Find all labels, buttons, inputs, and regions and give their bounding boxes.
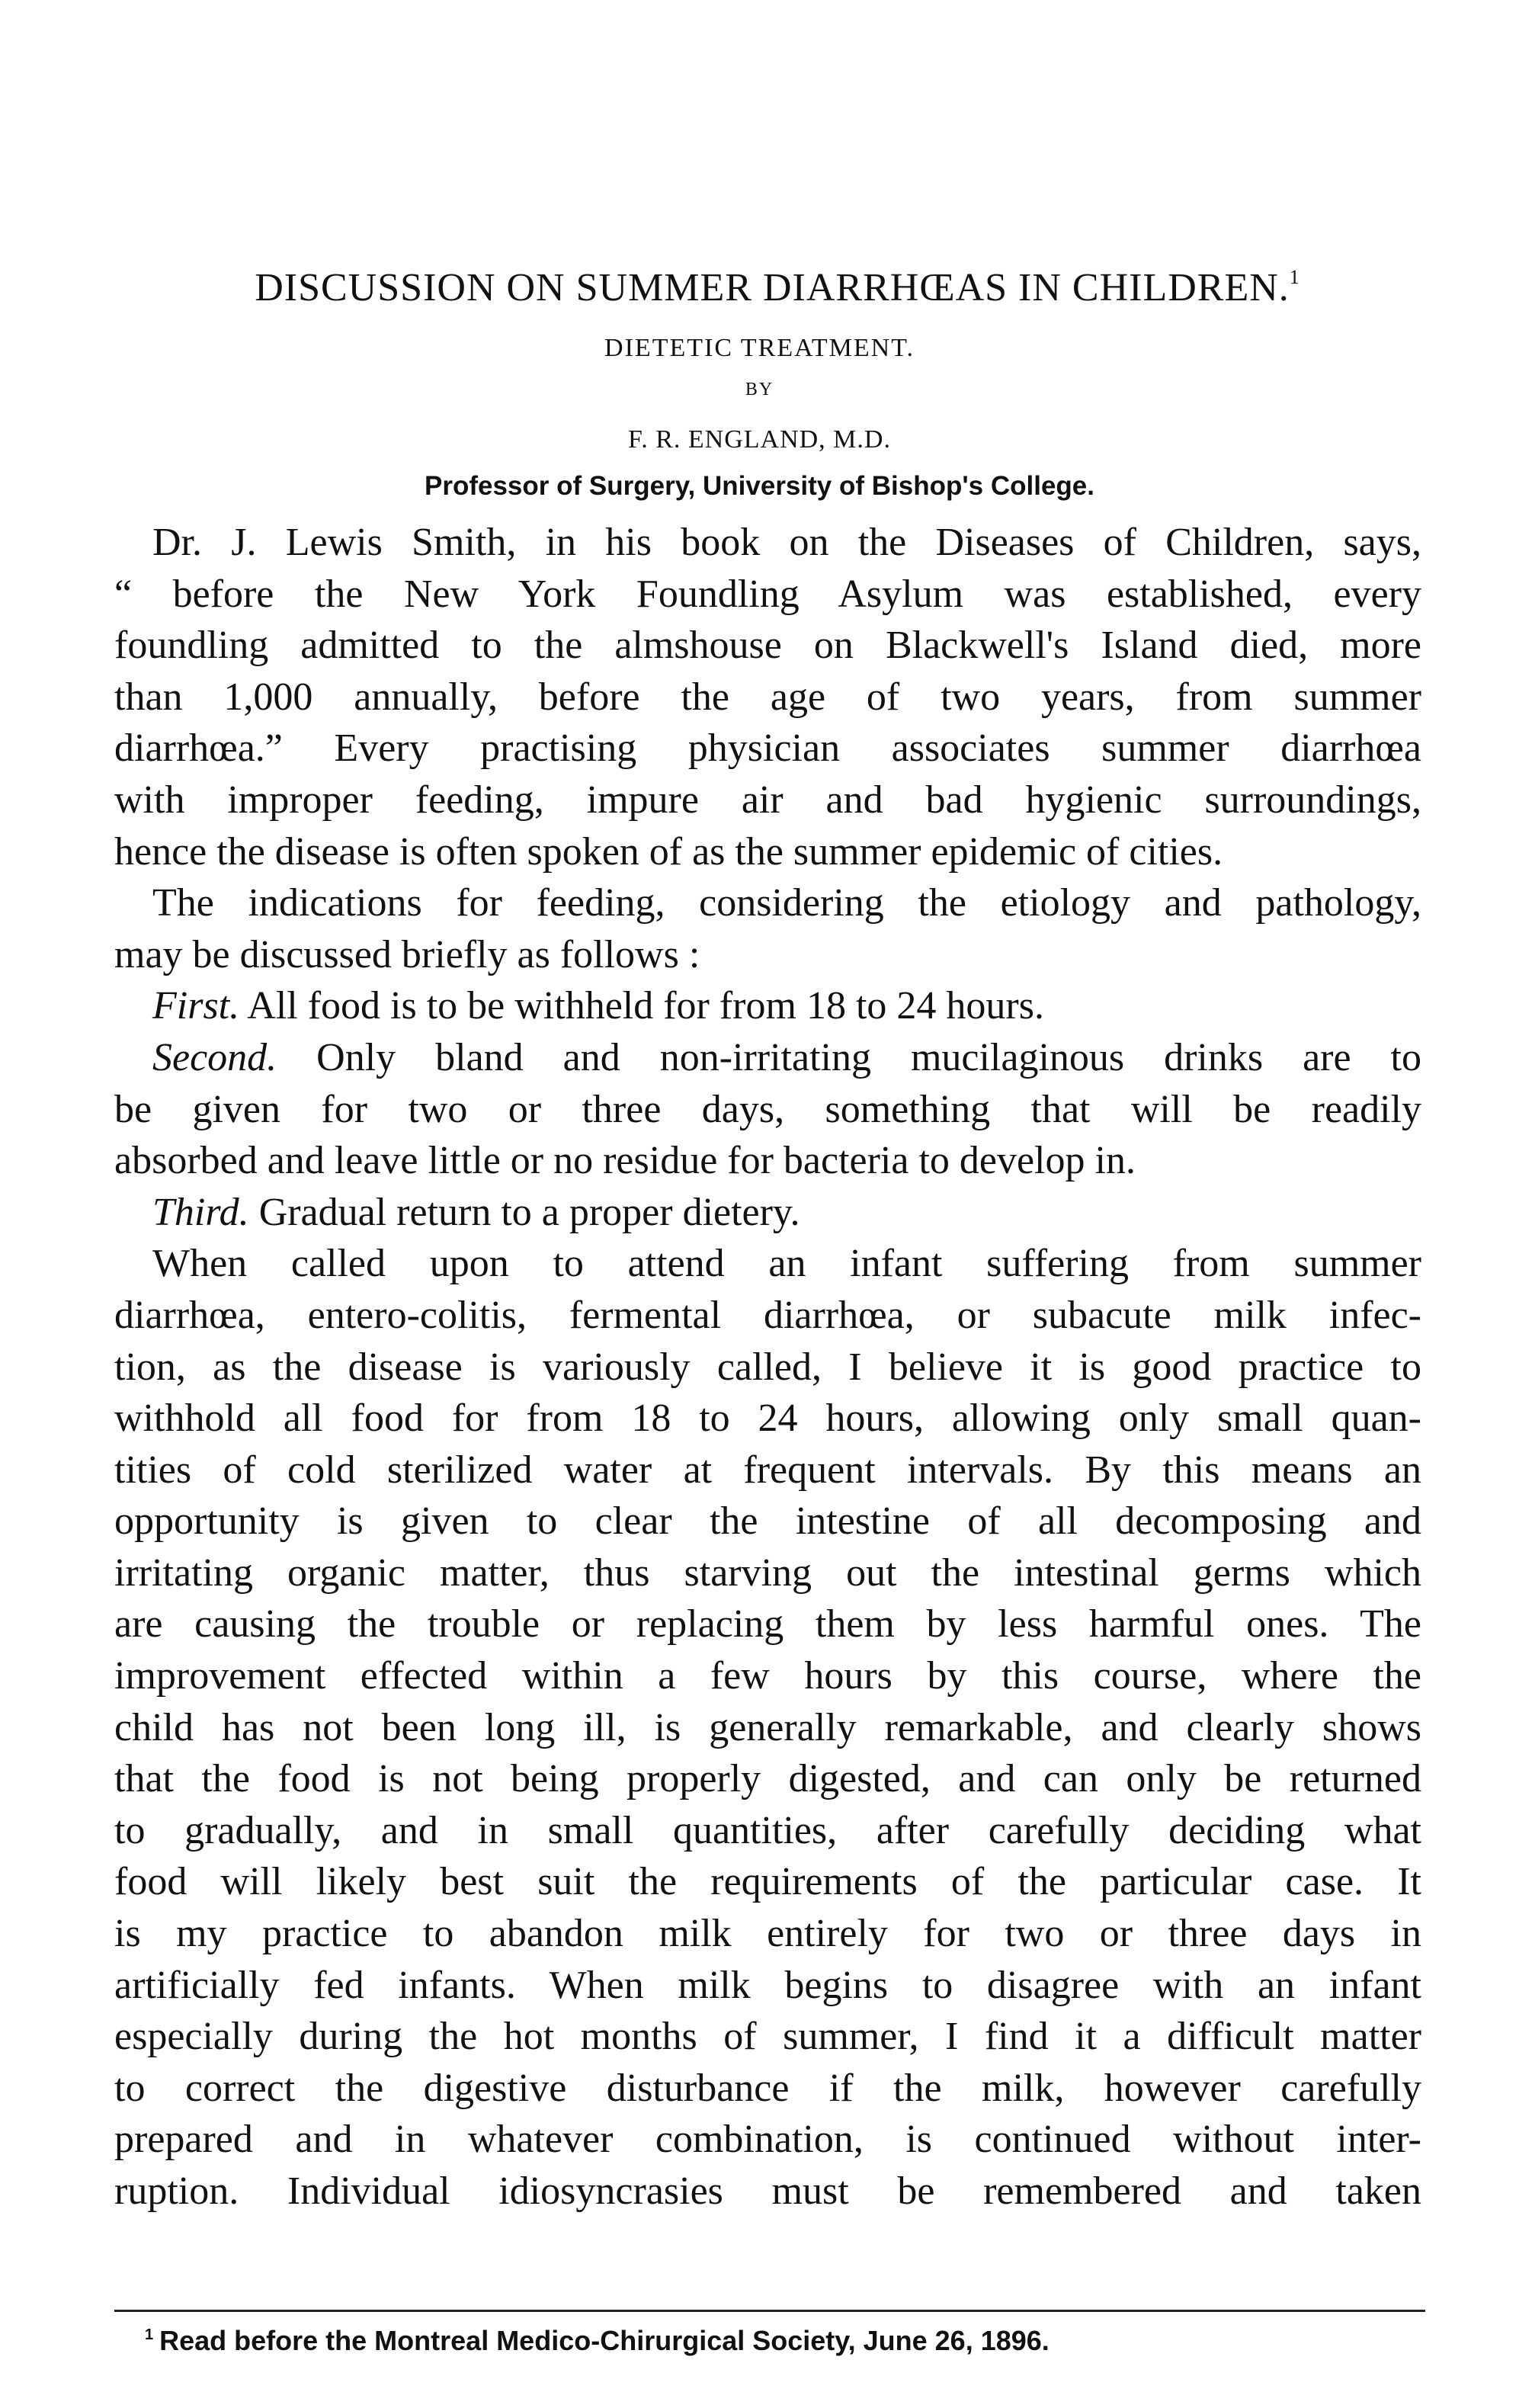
body-line: tion, as the disease is variously called, I believe it is good practice to <box>114 1345 1421 1389</box>
list-item-third <box>114 1187 1421 1239</box>
body-line: be given for two or three days, something that will be readily <box>114 1087 1421 1131</box>
body-line: food will likely best suit the requirements of the particular case. It <box>114 1860 1421 1904</box>
body-line: Dr. J. Lewis Smith, in his book on the Diseases of Children, says, <box>152 521 1421 564</box>
body-line: are causing the trouble or replacing them by less harmful ones. The <box>114 1602 1421 1646</box>
body-line: than 1,000 annually, before the age of two years, from summer <box>114 675 1421 719</box>
body-line: improvement effected within a few hours by this course, where the <box>114 1654 1421 1698</box>
body-line: to gradually, and in small quantities, after carefully deciding what <box>114 1808 1421 1852</box>
footnote-text: Read before the Montreal Medico-Chirurgical Society, June 26, 1896. <box>159 2325 1050 2356</box>
body-line: ruption. Individual idiosyncrasies must be remembered and taken <box>114 2169 1421 2213</box>
list-text: Only bland and non-irritating mucilaginous drinks are to <box>316 1035 1422 1079</box>
body-line: with improper feeding, impure air and bad hygienic surroundings, <box>114 778 1421 822</box>
list-label: First. <box>152 984 240 1028</box>
footnote-mark: 1 <box>145 2326 154 2343</box>
article-title-text: DISCUSSION ON SUMMER DIARRHŒAS IN CHILDREN. <box>255 266 1290 309</box>
list-item-second <box>114 1032 1421 1084</box>
body-line: irritating organic matter, thus starving out the intestinal germs which <box>114 1550 1421 1595</box>
body-line: tities of cold sterilized water at frequent intervals. By this means an <box>114 1448 1421 1492</box>
body-line: absorbed and leave little or no residue for bacteria to develop in. <box>114 1139 1136 1183</box>
byline-label: BY <box>745 380 774 399</box>
body-line: child has not been long ill, is generally remarkable, and clearly shows <box>114 1705 1421 1749</box>
footnote <box>145 2325 1050 2357</box>
list-item-first <box>114 980 1421 1032</box>
author-affiliation: Professor of Surgery, University of Bishop's College. <box>425 471 1094 501</box>
body-line: opportunity is given to clear the intestine of all decomposing and <box>114 1499 1421 1544</box>
body-line: prepared and in whatever combination, is continued without inter- <box>114 2118 1421 2162</box>
author-name: F. R. ENGLAND, M.D. <box>628 425 891 454</box>
list-label: Second. <box>152 1035 277 1079</box>
body-line: “ before the New York Foundling Asylum was established, every <box>114 572 1421 616</box>
article-subtitle: DIETETIC TREATMENT. <box>604 334 915 362</box>
body-line: that the food is not being properly digested, and can only be returned <box>114 1757 1421 1801</box>
article-body <box>114 517 1421 2217</box>
body-line: is my practice to abandon milk entirely for two or three days in <box>114 1912 1421 1956</box>
list-label: Third. <box>152 1190 249 1234</box>
list-text: All food is to be withheld for from 18 to 24 hours. <box>247 984 1044 1028</box>
body-line: artificially fed infants. When milk begins to disagree with an infant <box>114 1963 1421 2007</box>
list-text: Gradual return to a proper dietery. <box>258 1190 800 1234</box>
footnote-reference: 1 <box>1289 266 1300 288</box>
body-line: withhold all food for from 18 to 24 hours, allowing only small quan- <box>114 1396 1421 1441</box>
footnote-divider <box>114 2310 1425 2312</box>
body-line: may be discussed briefly as follows : <box>114 932 700 976</box>
body-line: especially during the hot months of summer, I find it a difficult matter <box>114 2015 1421 2059</box>
body-line: foundling admitted to the almshouse on Blackwell's Island died, more <box>114 624 1421 668</box>
article-title <box>137 265 1418 310</box>
body-line: The indications for feeding, considering the etiology and pathology, <box>152 881 1421 925</box>
body-line: diarrhœa, entero-colitis, fermental diarrhœa, or subacute milk infec- <box>114 1293 1421 1337</box>
body-line: diarrhœa.” Every practising physician associates summer diarrhœa <box>114 726 1421 771</box>
body-line: When called upon to attend an infant suffering from summer <box>152 1242 1421 1286</box>
body-line: to correct the digestive disturbance if the milk, however carefully <box>114 2066 1421 2110</box>
body-line: hence the disease is often spoken of as the summer epidemic of cities. <box>114 829 1223 874</box>
